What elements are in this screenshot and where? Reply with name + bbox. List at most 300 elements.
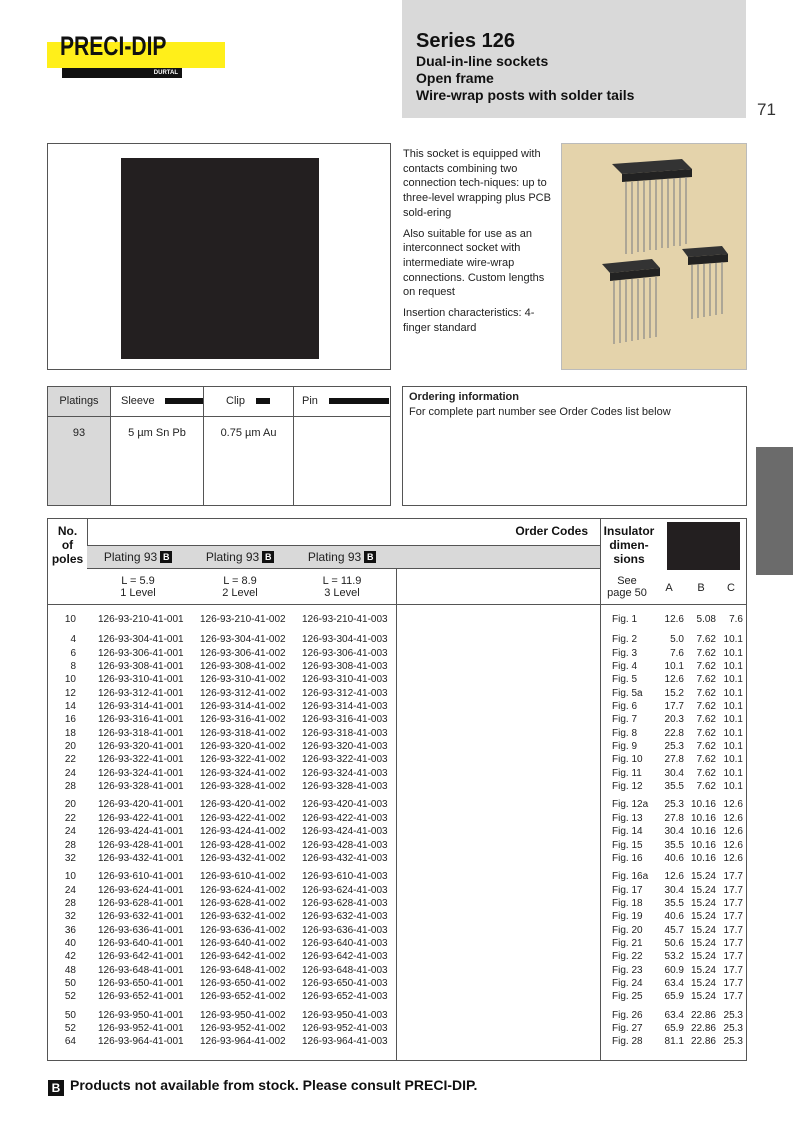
poles: 32	[64, 852, 76, 864]
see-page: See page 50	[607, 575, 647, 599]
b-marker: B	[48, 1080, 64, 1096]
plating-header-3: Plating 93 B	[291, 546, 393, 568]
header-no: No.	[57, 524, 78, 538]
dim-c: 10.1	[723, 767, 743, 779]
figure-ref: Fig. 28	[612, 1036, 643, 1048]
dim-a: 5.0	[670, 634, 684, 646]
order-code-1-level: 126-93-318-41-001	[98, 727, 184, 739]
order-code-3-level: 126-93-424-41-003	[302, 826, 388, 838]
table-row	[48, 852, 746, 865]
clip-value: 0.75 µm Au	[204, 417, 294, 505]
dim-b: 7.62	[696, 781, 716, 793]
dim-b: 10.16	[690, 852, 716, 864]
poles: 10	[64, 614, 76, 625]
header-ins3: sions	[613, 552, 645, 566]
dim-c: 25.3	[723, 1022, 743, 1034]
brand-logo: PRECI-DIP	[60, 31, 167, 61]
table-row	[48, 990, 746, 1003]
dim-a: 40.6	[664, 852, 684, 864]
order-code-2-level: 126-93-610-41-002	[200, 871, 286, 883]
order-code-2-level: 126-93-328-41-002	[200, 781, 286, 793]
figure-ref: Fig. 12	[612, 781, 643, 793]
ordering-title: Ordering information	[409, 391, 519, 403]
order-code-2-level: 126-93-422-41-002	[200, 812, 286, 824]
dim-c: 17.7	[723, 937, 743, 949]
dim-c: 12.6	[723, 826, 743, 838]
poles: 22	[64, 754, 76, 766]
dim-a: 27.8	[664, 812, 684, 824]
figure-ref: Fig. 4	[612, 661, 638, 673]
dim-c: 25.3	[723, 1009, 743, 1021]
poles: 36	[64, 924, 76, 936]
dim-c: 7.6	[729, 614, 743, 625]
dim-b: 7.62	[696, 674, 716, 686]
order-code-3-level: 126-93-324-41-003	[302, 767, 388, 779]
sleeve-value: 5 µm Sn Pb	[111, 417, 204, 505]
dim-a: 30.4	[664, 826, 684, 838]
order-code-1-level: 126-93-964-41-001	[98, 1036, 184, 1048]
description	[403, 147, 551, 341]
platings-header	[48, 387, 111, 417]
order-code-3-level: 126-93-422-41-003	[302, 812, 388, 824]
poles: 10	[64, 871, 76, 883]
order-code-3-level: 126-93-312-41-003	[302, 687, 388, 699]
order-code-2-level: 126-93-308-41-002	[200, 661, 286, 673]
plating-header-row	[87, 545, 600, 569]
table-body	[48, 613, 746, 1049]
platings-label: Platings	[59, 395, 99, 407]
b-marker: B	[160, 551, 172, 563]
dim-a: 12.6	[664, 674, 684, 686]
table-row	[48, 613, 746, 626]
figure-ref: Fig. 3	[612, 647, 638, 659]
poles: 28	[64, 897, 76, 909]
table-row	[48, 839, 746, 852]
poles: 10	[64, 674, 76, 686]
dim-a: 17.7	[664, 701, 684, 713]
dim-a: 7.6	[670, 647, 684, 659]
order-code-2-level: 126-93-650-41-002	[200, 977, 286, 989]
order-code-3-level: 126-93-310-41-003	[302, 674, 388, 686]
figure-ref: Fig. 11	[612, 767, 642, 779]
description-p3: Insertion characteristics: 4-finger standard	[403, 307, 535, 334]
order-code-3-level: 126-93-648-41-003	[302, 964, 388, 976]
series-line1: Dual-in-line sockets	[416, 53, 549, 69]
poles: 22	[64, 812, 76, 824]
dim-b: 15.24	[690, 951, 716, 963]
poles: 24	[64, 767, 76, 779]
order-code-1-level: 126-93-324-41-001	[98, 767, 184, 779]
series-line2: Open frame	[416, 70, 494, 86]
order-code-1-level: 126-93-640-41-001	[98, 937, 184, 949]
table-row	[48, 633, 746, 646]
col-b-header: B	[697, 582, 705, 594]
order-code-2-level: 126-93-312-41-002	[200, 687, 286, 699]
order-code-2-level: 126-93-950-41-002	[200, 1009, 286, 1021]
order-code-1-level: 126-93-306-41-001	[98, 647, 184, 659]
dim-a: 15.2	[664, 687, 684, 699]
dim-a: 27.8	[664, 754, 684, 766]
dim-c: 10.1	[723, 754, 743, 766]
plating-header-2: Plating 93 B	[189, 546, 291, 568]
table-row	[48, 700, 746, 713]
poles: 14	[64, 701, 76, 713]
order-code-1-level: 126-93-648-41-001	[98, 964, 184, 976]
header-poles: poles	[51, 552, 84, 566]
order-code-1-level: 126-93-328-41-001	[98, 781, 184, 793]
poles: 52	[64, 991, 76, 1003]
order-code-3-level: 126-93-308-41-003	[302, 661, 388, 673]
dim-b: 15.24	[690, 937, 716, 949]
order-code-1-level: 126-93-628-41-001	[98, 897, 184, 909]
order-code-1-level: 126-93-650-41-001	[98, 977, 184, 989]
title-box	[402, 0, 746, 118]
poles: 16	[64, 714, 76, 726]
order-code-2-level: 126-93-642-41-002	[200, 951, 286, 963]
order-code-1-level: 126-93-320-41-001	[98, 741, 184, 753]
poles: 50	[64, 1009, 76, 1021]
dim-c: 17.7	[723, 871, 743, 883]
figure-ref: Fig. 18	[612, 897, 643, 909]
dim-c: 10.1	[723, 701, 743, 713]
order-code-2-level: 126-93-648-41-002	[200, 964, 286, 976]
order-code-3-level: 126-93-950-41-003	[302, 1009, 388, 1021]
order-code-3-level: 126-93-636-41-003	[302, 924, 388, 936]
socket-image-upper	[612, 159, 692, 254]
dim-b: 7.62	[696, 647, 716, 659]
figure-ref: Fig. 17	[612, 884, 643, 896]
table-row	[48, 1009, 746, 1022]
table-row	[48, 673, 746, 686]
order-code-3-level: 126-93-318-41-003	[302, 727, 388, 739]
header-of: of	[61, 538, 74, 552]
clip-label: Clip	[226, 395, 245, 407]
figure-ref: Fig. 5	[612, 674, 638, 686]
order-code-3-level: 126-93-640-41-003	[302, 937, 388, 949]
poles: 28	[64, 839, 76, 851]
dim-c: 17.7	[723, 951, 743, 963]
ordering-info	[402, 386, 747, 506]
order-code-3-level: 126-93-420-41-003	[302, 799, 388, 811]
dim-b: 7.62	[696, 714, 716, 726]
table-row	[48, 660, 746, 673]
poles: 6	[70, 647, 76, 659]
dim-b: 15.24	[690, 964, 716, 976]
table-row	[48, 1035, 746, 1048]
dim-a: 63.4	[664, 1009, 684, 1021]
poles: 24	[64, 884, 76, 896]
pin-header	[294, 387, 391, 417]
poles: 18	[64, 727, 76, 739]
b-marker: B	[262, 551, 274, 563]
figure-ref: Fig. 6	[612, 701, 638, 713]
order-code-3-level: 126-93-952-41-003	[302, 1022, 388, 1034]
order-code-3-level: 126-93-650-41-003	[302, 977, 388, 989]
dim-b: 7.62	[696, 727, 716, 739]
order-code-2-level: 126-93-310-41-002	[200, 674, 286, 686]
dim-a: 10.1	[664, 661, 684, 673]
order-code-2-level: 126-93-624-41-002	[200, 884, 286, 896]
dim-c: 17.7	[723, 911, 743, 923]
poles: 64	[64, 1036, 76, 1048]
dim-c: 10.1	[723, 687, 743, 699]
order-code-3-level: 126-93-432-41-003	[302, 852, 388, 864]
order-code-2-level: 126-93-964-41-002	[200, 1036, 286, 1048]
dim-a: 81.1	[664, 1036, 684, 1048]
poles: 50	[64, 977, 76, 989]
table-row	[48, 924, 746, 937]
table-row	[48, 740, 746, 753]
dim-b: 7.62	[696, 767, 716, 779]
order-code-1-level: 126-93-420-41-001	[98, 799, 184, 811]
col-c-header: C	[727, 582, 735, 594]
dim-b: 10.16	[690, 812, 716, 824]
order-code-1-level: 126-93-652-41-001	[98, 991, 184, 1003]
order-code-2-level: 126-93-304-41-002	[200, 634, 286, 646]
order-code-3-level: 126-93-624-41-003	[302, 884, 388, 896]
dim-a: 53.2	[664, 951, 684, 963]
dim-a: 12.6	[664, 614, 684, 625]
table-row	[48, 977, 746, 990]
col-a-header: A	[665, 582, 673, 594]
figure-ref: Fig. 23	[612, 964, 643, 976]
table-row	[48, 798, 746, 811]
dim-c: 17.7	[723, 964, 743, 976]
poles: 24	[64, 826, 76, 838]
dim-c: 12.6	[723, 812, 743, 824]
order-codes-table	[47, 518, 747, 1061]
plating-code: 93	[48, 417, 111, 505]
dim-b: 15.24	[690, 977, 716, 989]
dim-b: 7.62	[696, 741, 716, 753]
figure-ref: Fig. 19	[612, 911, 643, 923]
figure-ref: Fig. 16a	[612, 871, 649, 883]
order-code-2-level: 126-93-306-41-002	[200, 647, 286, 659]
clip-header	[204, 387, 294, 417]
order-code-3-level: 126-93-328-41-003	[302, 781, 388, 793]
dim-a: 60.9	[664, 964, 684, 976]
table-row	[48, 964, 746, 977]
dim-a: 20.3	[664, 714, 684, 726]
order-code-3-level: 126-93-428-41-003	[302, 839, 388, 851]
poles: 28	[64, 781, 76, 793]
dim-c: 10.1	[723, 781, 743, 793]
dim-c: 10.1	[723, 714, 743, 726]
order-code-1-level: 126-93-428-41-001	[98, 839, 184, 851]
figure-ref: Fig. 12a	[612, 799, 649, 811]
poles: 48	[64, 964, 76, 976]
poles: 12	[64, 687, 76, 699]
brand-sub: DURTAL	[62, 68, 182, 78]
ordering-text: For complete part number see Order Codes list below	[409, 406, 671, 418]
dim-c: 10.1	[723, 634, 743, 646]
table-row	[48, 937, 746, 950]
poles: 52	[64, 1022, 76, 1034]
poles: 20	[64, 741, 76, 753]
order-code-1-level: 126-93-316-41-001	[98, 714, 184, 726]
order-code-2-level: 126-93-952-41-002	[200, 1022, 286, 1034]
dim-c: 17.7	[723, 884, 743, 896]
page-number: 71	[757, 100, 776, 119]
dim-c: 12.6	[723, 852, 743, 864]
dim-c: 12.6	[723, 799, 743, 811]
sleeve-bar	[165, 398, 203, 404]
pin-value	[294, 417, 391, 505]
poles: 4	[70, 634, 76, 646]
dim-c: 17.7	[723, 991, 743, 1003]
order-code-2-level: 126-93-652-41-002	[200, 991, 286, 1003]
dim-b: 22.86	[690, 1009, 716, 1021]
order-code-1-level: 126-93-610-41-001	[98, 871, 184, 883]
dim-b: 7.62	[696, 687, 716, 699]
poles: 42	[64, 951, 76, 963]
table-row	[48, 727, 746, 740]
dim-b: 22.86	[690, 1036, 716, 1048]
figure-ref: Fig. 16	[612, 852, 643, 864]
dim-b: 15.24	[690, 991, 716, 1003]
order-code-3-level: 126-93-316-41-003	[302, 714, 388, 726]
table-row	[48, 767, 746, 780]
insulator-header	[600, 524, 658, 566]
dim-b: 15.24	[690, 911, 716, 923]
order-code-1-level: 126-93-636-41-001	[98, 924, 184, 936]
order-code-3-level: 126-93-642-41-003	[302, 951, 388, 963]
table-row	[48, 870, 746, 883]
dim-b: 22.86	[690, 1022, 716, 1034]
order-code-3-level: 126-93-964-41-003	[302, 1036, 388, 1048]
figure-ref: Fig. 15	[612, 839, 643, 851]
order-code-3-level: 126-93-306-41-003	[302, 647, 388, 659]
order-code-1-level: 126-93-950-41-001	[98, 1009, 184, 1021]
series-line3: Wire-wrap posts with solder tails	[416, 87, 635, 103]
order-code-3-level: 126-93-320-41-003	[302, 741, 388, 753]
platings-table	[47, 386, 391, 506]
socket-image-lower-right	[682, 246, 728, 319]
header-ins2: dimen-	[609, 538, 649, 552]
order-code-2-level: 126-93-628-41-002	[200, 897, 286, 909]
order-code-1-level: 126-93-624-41-001	[98, 884, 184, 896]
order-code-3-level: 126-93-632-41-003	[302, 911, 388, 923]
dim-b: 15.24	[690, 924, 716, 936]
table-row	[48, 1022, 746, 1035]
order-code-2-level: 126-93-320-41-002	[200, 741, 286, 753]
order-code-1-level: 126-93-424-41-001	[98, 826, 184, 838]
figure-ref: Fig. 9	[612, 741, 638, 753]
dim-c: 17.7	[723, 977, 743, 989]
order-code-2-level: 126-93-322-41-002	[200, 754, 286, 766]
order-code-3-level: 126-93-304-41-003	[302, 634, 388, 646]
order-code-3-level: 126-93-314-41-003	[302, 701, 388, 713]
order-code-1-level: 126-93-642-41-001	[98, 951, 184, 963]
order-code-2-level: 126-93-210-41-002	[200, 614, 286, 625]
insulator-dimension-drawing	[667, 522, 740, 570]
order-code-2-level: 126-93-432-41-002	[200, 852, 286, 864]
order-code-3-level: 126-93-628-41-003	[302, 897, 388, 909]
dim-b: 7.62	[696, 701, 716, 713]
figure-ref: Fig. 24	[612, 977, 643, 989]
dim-a: 30.4	[664, 884, 684, 896]
figure-ref: Fig. 13	[612, 812, 643, 824]
order-code-2-level: 126-93-428-41-002	[200, 839, 286, 851]
figure-ref: Fig. 21	[612, 937, 643, 949]
table-row	[48, 825, 746, 838]
order-code-3-level: 126-93-652-41-003	[302, 991, 388, 1003]
table-row	[48, 812, 746, 825]
socket-image-lower-left	[602, 259, 660, 344]
dim-a: 22.8	[664, 727, 684, 739]
side-tab	[756, 447, 793, 575]
order-code-1-level: 126-93-310-41-001	[98, 674, 184, 686]
dim-b: 10.16	[690, 799, 716, 811]
dim-c: 17.7	[723, 924, 743, 936]
dim-b: 15.24	[690, 871, 716, 883]
figure-ref: Fig. 5a	[612, 687, 643, 699]
figure-ref: Fig. 14	[612, 826, 643, 838]
order-code-2-level: 126-93-420-41-002	[200, 799, 286, 811]
technical-drawing	[121, 158, 319, 359]
description-p1: This socket is equipped with contacts combining two connection tech-niques: up to three-level wrapping plus PCB sold-ering	[403, 148, 551, 219]
dim-c: 10.1	[723, 741, 743, 753]
order-code-1-level: 126-93-304-41-001	[98, 634, 184, 646]
dim-a: 35.5	[664, 781, 684, 793]
footer-text: Products not available from stock. Please consult PRECI-DIP.	[70, 1077, 478, 1093]
table-row	[48, 687, 746, 700]
dim-b: 7.62	[696, 661, 716, 673]
level-2: L = 8.9 2 Level	[222, 575, 258, 599]
sleeve-header	[111, 387, 204, 417]
order-code-1-level: 126-93-308-41-001	[98, 661, 184, 673]
dim-a: 12.6	[664, 871, 684, 883]
dim-c: 10.1	[723, 674, 743, 686]
dim-b: 10.16	[690, 839, 716, 851]
table-row	[48, 647, 746, 660]
level-1: L = 5.9 1 Level	[120, 575, 156, 599]
figure-ref: Fig. 8	[612, 727, 638, 739]
poles: 8	[70, 661, 76, 673]
b-marker: B	[364, 551, 376, 563]
footer-note	[48, 1077, 477, 1096]
dim-a: 30.4	[664, 767, 684, 779]
order-code-3-level: 126-93-322-41-003	[302, 754, 388, 766]
order-code-1-level: 126-93-322-41-001	[98, 754, 184, 766]
dim-a: 25.3	[664, 741, 684, 753]
pin-label: Pin	[302, 395, 318, 407]
order-code-1-level: 126-93-210-41-001	[98, 614, 184, 625]
figure-ref: Fig. 10	[612, 754, 643, 766]
table-row	[48, 897, 746, 910]
order-code-1-level: 126-93-952-41-001	[98, 1022, 184, 1034]
table-row	[48, 713, 746, 726]
poles: 32	[64, 911, 76, 923]
order-code-2-level: 126-93-324-41-002	[200, 767, 286, 779]
order-code-1-level: 126-93-312-41-001	[98, 687, 184, 699]
order-code-2-level: 126-93-316-41-002	[200, 714, 286, 726]
figure-ref: Fig. 20	[612, 924, 643, 936]
figure-ref: Fig. 22	[612, 951, 643, 963]
order-code-2-level: 126-93-424-41-002	[200, 826, 286, 838]
dim-b: 5.08	[696, 614, 716, 625]
dim-a: 50.6	[664, 937, 684, 949]
dim-a: 65.9	[664, 991, 684, 1003]
dim-b: 10.16	[690, 826, 716, 838]
dim-a: 35.5	[664, 897, 684, 909]
product-photo	[561, 143, 747, 370]
description-p2: Also suitable for use as an interconnect socket with intermediate wire-wrap connections. Custom lengths on request	[403, 227, 545, 299]
figure-ref: Fig. 27	[612, 1022, 643, 1034]
dim-c: 10.1	[723, 647, 743, 659]
table-row	[48, 753, 746, 766]
dim-c: 10.1	[723, 727, 743, 739]
